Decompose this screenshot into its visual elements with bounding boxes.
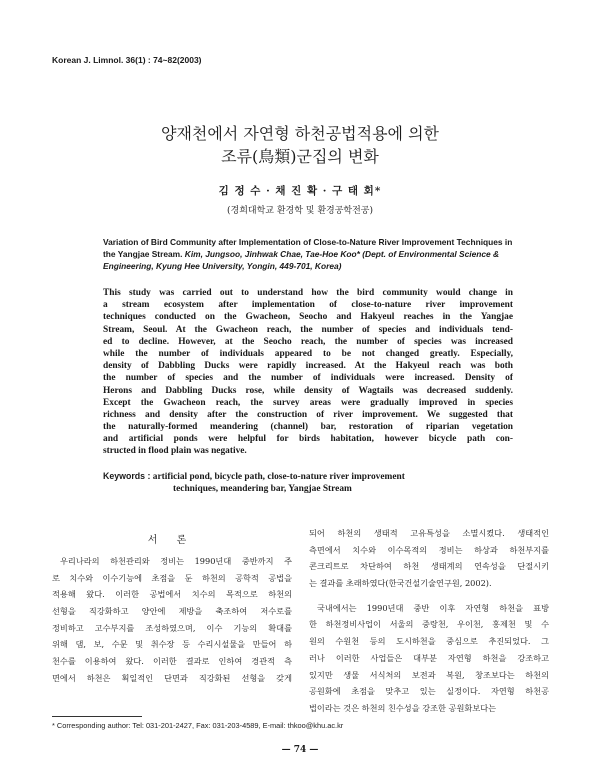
right-column-paragraph-2 <box>309 600 549 717</box>
text-line: a stream ecosystem after implementation of close-to-nature river improvement <box>103 300 513 311</box>
text-line: 법이라는 것은 하천의 친수성을 강조한 공원화보다는 <box>309 702 497 713</box>
korean-title-line-2: 조류(鳥類)군집의 변화 <box>221 147 379 166</box>
korean-authors: 김 정 수 · 채 진 확 · 구 태 회* <box>218 185 382 197</box>
corresponding-author-footnote: * Corresponding author: Tel: 031-201-2427, Fax: 031-203-4589, E-mail: thkoo@khu.ac.kr <box>52 721 344 730</box>
text-line: 공원화에 초점을 맞추고 있는 실정이다. 자연형 하천공 <box>309 686 549 697</box>
left-column-text <box>52 553 292 687</box>
text-line: 위해 댐, 보, 수문 및 취수장 등 수리시설물을 만들어 하 <box>52 639 292 650</box>
text-line: 러나 이러한 사업들은 대부분 자연형 하천을 강조하고 <box>309 652 549 663</box>
right-column-text <box>309 525 549 717</box>
text-line: the naturally-formed meandering (channel) bar, restoration of riparian vegetation <box>103 422 513 433</box>
text-line: 는 결과를 초래하였다(한국건설기술연구원, 2002). <box>309 578 492 589</box>
text-line: 선형을 직강화하고 양안에 제방을 축조하여 저수로를 <box>52 606 292 617</box>
right-column-paragraph-1 <box>309 525 549 592</box>
text-line: Except the Gwacheon reach, the survey areas were gradually improved in species <box>103 397 513 408</box>
journal-citation: Korean J. Limnol. 36(1) : 74~82(2003) <box>52 55 202 65</box>
text-line: and artificial ponds were helpful for birds habitation, however bicycle path con- <box>103 434 513 445</box>
keywords-line-2: techniques, meandering bar, Yangjae Stream <box>173 484 352 495</box>
text-line: richness and density after the construction of river improvement. We suggested that <box>103 409 513 420</box>
text-line: density of Dabbling Ducks were rapidly increased. At the Hakyeul reach was both <box>103 361 513 372</box>
text-line: while the number of individuals appeared to be not changed greatly. Especially, <box>103 348 513 359</box>
text-line: 로 치수와 이수기능에 초점을 둔 하천의 공학적 공법을 <box>52 572 292 583</box>
text-line: 원의 수원천 등의 도시하천을 중심으로 추진되었다. 그 <box>309 636 549 647</box>
text-line: 한 하천정비사업이 서울의 중랑천, 우이천, 홍제천 및 수 <box>309 619 549 630</box>
keywords-label: Keywords : <box>103 471 151 481</box>
keywords <box>103 470 523 495</box>
text-line: ed to decline. However, at the Seocho reach, the number of species was increased <box>103 336 513 347</box>
keywords-line-1: artificial pond, bicycle path, close-to-nature river improvement <box>152 472 405 482</box>
text-line: 되어 하천의 생태적 고유특성을 소멸시켰다. 생태적인 <box>309 528 549 538</box>
text-line: Stream, Seoul. At the Gwacheon reach, the number of species and individuals tend- <box>103 324 513 335</box>
text-line: 천수를 이용하여 왔다. 이러한 결과로 인하여 경관적 측 <box>52 656 292 667</box>
section-heading-introduction: 서 론 <box>147 535 195 546</box>
footnote-divider <box>52 716 142 717</box>
english-authors-affiliation: Kim, Jungsoo, Jinhwak Chae, Tae-Hoe Koo* (Dept. of Environmental Science & Engineering, Kyung Hee University, Yongin, 449-701, Korea) <box>103 249 500 271</box>
text-line: 있지만 생물 서식처의 보전과 복원, 창조보다는 하천의 <box>309 669 549 680</box>
text-line: 국내에서는 1990년대 중반 이후 자연형 하천을 표방 <box>317 602 549 613</box>
english-title: Variation of Bird Community after Implementation of Close-to-Nature River Improvement Techniques in the Yangjae Stream. <box>103 237 513 259</box>
page-number: — 74 — <box>281 745 319 755</box>
korean-title-line-1: 양재천에서 자연형 하천공법적용에 의한 <box>160 124 439 143</box>
text-line: techniques conducted on the Gwacheon, Seocho and Hakyeul reaches in the Yangjae <box>103 312 513 323</box>
text-line: 콘크리트로 차단하여 하천 생태계의 연속성을 단절시키 <box>309 561 549 572</box>
text-line: This study was carried out to understand how the bird community would change in <box>103 288 513 298</box>
text-line: 면에서 하천은 획일적인 단면과 직강화된 선형을 갖게 <box>52 672 292 683</box>
text-line: structed in flood plain was negative. <box>103 446 247 457</box>
korean-affiliation: (경희대학교 환경학 및 환경공학전공) <box>226 206 374 216</box>
text-line: 정비하고 고수부지를 조성하였으며, 이수 기능의 확대를 <box>52 622 292 633</box>
text-line: 측면에서 치수와 이수목적의 정비는 하상과 하천부지를 <box>309 544 549 555</box>
abstract <box>103 287 513 458</box>
text-line: Herons and Dabbling Ducks rose, while density of Wagtails was decreased suddenly. <box>103 385 513 396</box>
text-line: the number of species and the number of individuals were increased. Density of <box>103 373 513 384</box>
text-line: 적용해 왔다. 이러한 공법에서 치수의 목적으로 하천의 <box>52 589 292 600</box>
text-line: 우리나라의 하천관리와 정비는 1990년대 중반까지 주 <box>60 556 292 566</box>
english-title-block <box>103 236 513 272</box>
